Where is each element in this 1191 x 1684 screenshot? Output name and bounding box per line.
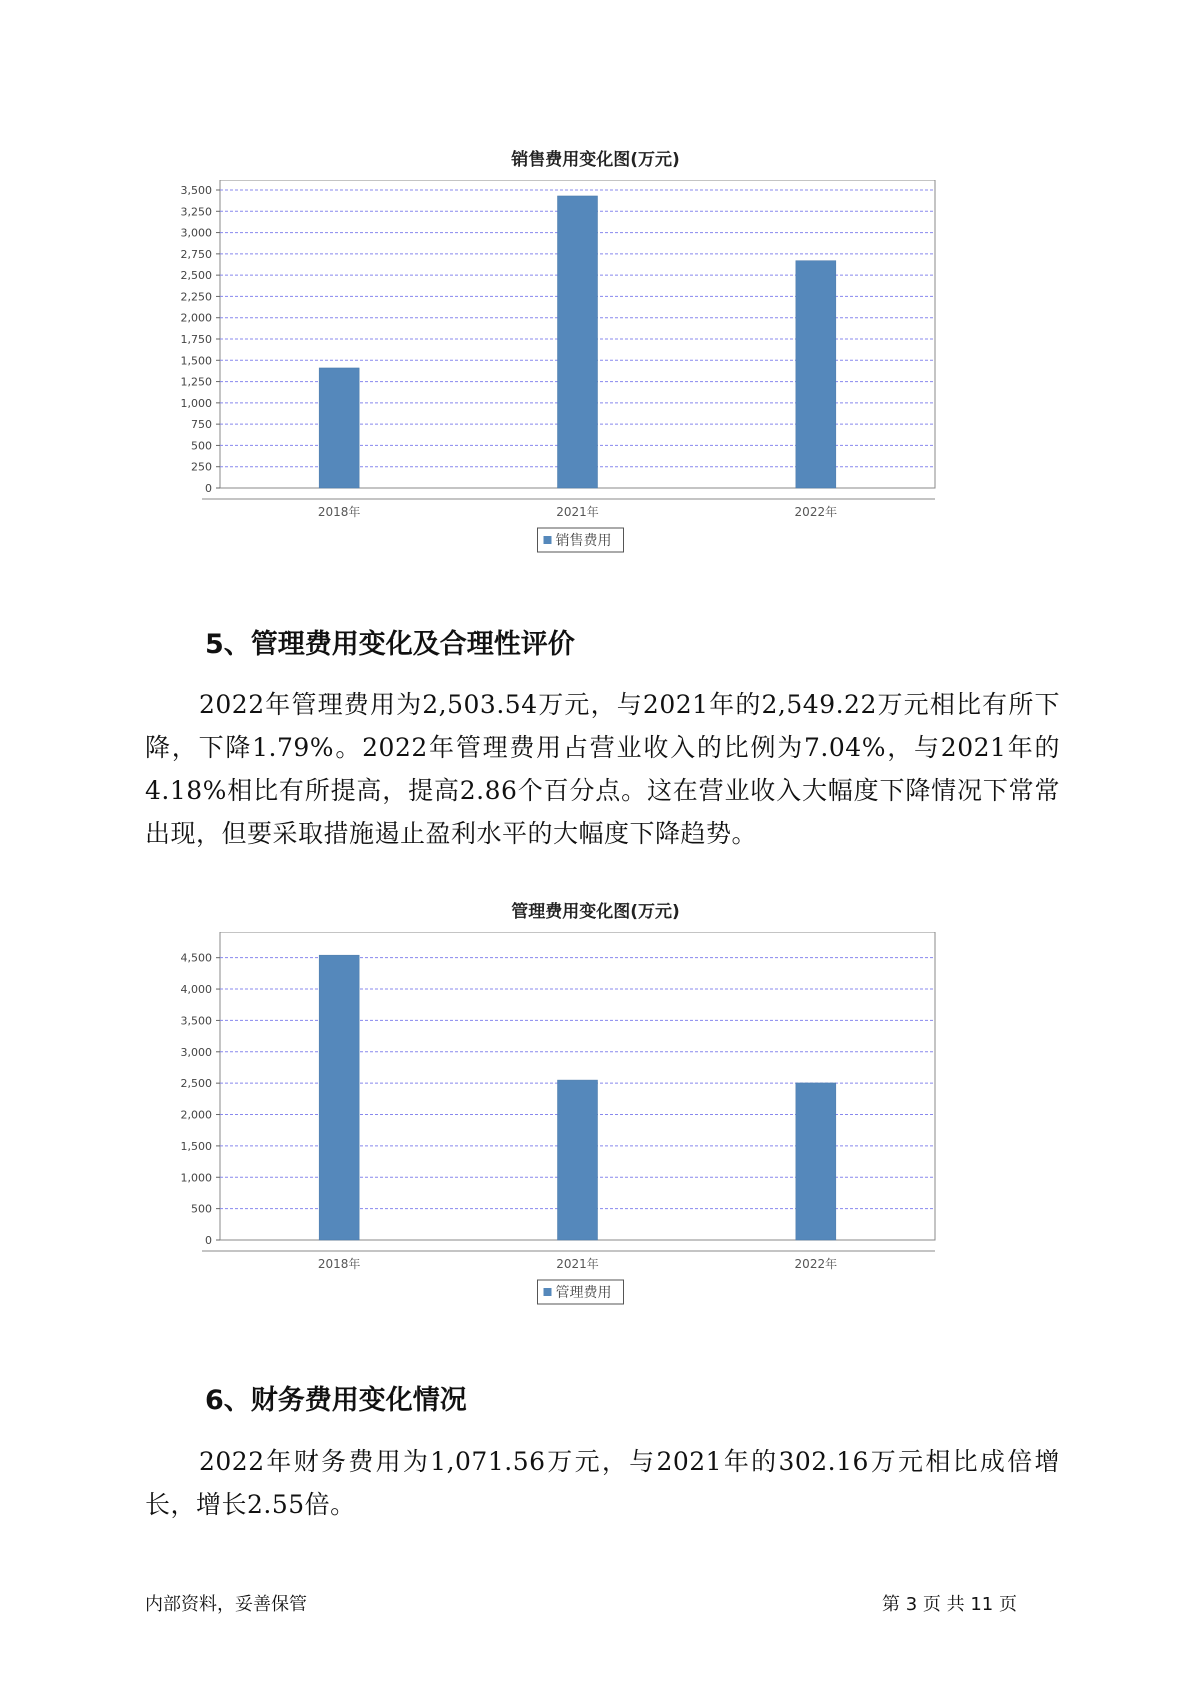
y-tick-label: 500 — [191, 439, 212, 453]
y-tick-label: 1,750 — [180, 333, 212, 346]
x-tick-label: 2022年 — [794, 505, 838, 519]
legend-swatch — [544, 536, 552, 544]
y-tick-label: 4,000 — [180, 983, 212, 997]
y-tick-label: 3,000 — [180, 1045, 212, 1059]
y-tick-label: 1,500 — [180, 354, 212, 368]
y-tick-label: 1,500 — [180, 1139, 212, 1153]
admin-expense-chart — [150, 932, 1030, 1342]
legend-swatch — [544, 1288, 552, 1296]
y-tick-label: 500 — [191, 1202, 212, 1216]
section-heading-6: 6、财务费用变化情况 — [205, 1385, 467, 1416]
bar — [558, 196, 598, 488]
paragraph-finance-expense: 2022年财务费用为1,071.56万元，与2021年的302.16万元相比成倍增长，增长2.55倍。 — [145, 1447, 1060, 1519]
legend-label: 销售费用 — [555, 533, 612, 549]
y-tick-label: 3,500 — [180, 1014, 212, 1028]
admin-chart-title: 管理费用变化图(万元) — [511, 902, 680, 922]
footer-confidential-note: 内部资料，妥善保管 — [145, 1594, 307, 1615]
x-tick-label: 2018年 — [317, 505, 361, 519]
y-tick-label: 2,000 — [180, 311, 212, 325]
bar — [558, 1080, 598, 1240]
bar — [319, 955, 359, 1240]
y-tick-label: 750 — [191, 418, 212, 432]
x-tick-label: 2018年 — [317, 1257, 361, 1271]
sales-expense-chart — [150, 180, 1030, 590]
bar — [319, 368, 359, 488]
bar — [796, 1083, 836, 1240]
y-tick-label: 2,000 — [180, 1108, 212, 1122]
y-tick-label: 3,000 — [180, 226, 212, 240]
y-tick-label: 3,250 — [180, 205, 212, 219]
footer-page-number: 第 3 页 共 11 页 — [882, 1594, 1017, 1615]
y-tick-label: 2,500 — [180, 1077, 212, 1091]
x-tick-label: 2022年 — [794, 1257, 838, 1271]
paragraph-admin-expense: 2022年管理费用为2,503.54万元，与2021年的2,549.22万元相比有所下降，下降1.79%。2022年管理费用占营业收入的比例为7.04%，与2021年的4.18%相比有所提高，提高2.86个百分点。这在营业收入大幅度下降情况下常常出现，但要采取措施遏止盈利水平的大幅度下降趋势。 — [145, 690, 1060, 848]
x-tick-label: 2021年 — [556, 505, 599, 519]
section-heading-5: 5、管理费用变化及合理性评价 — [205, 629, 575, 660]
y-tick-label: 2,750 — [180, 247, 212, 261]
y-tick-label: 250 — [191, 460, 212, 474]
y-tick-label: 3,500 — [180, 184, 212, 197]
bar — [796, 261, 836, 488]
y-tick-label: 2,500 — [180, 269, 212, 283]
y-tick-label: 1,000 — [180, 1171, 212, 1185]
x-tick-label: 2021年 — [556, 1257, 599, 1271]
sales-chart-title: 销售费用变化图(万元) — [511, 150, 680, 170]
y-tick-label: 1,250 — [180, 375, 212, 389]
y-tick-label: 0 — [205, 482, 212, 495]
y-tick-label: 2,250 — [180, 290, 212, 304]
legend-label: 管理费用 — [555, 1285, 612, 1301]
y-tick-label: 1,000 — [180, 396, 212, 410]
y-tick-label: 4,500 — [180, 951, 212, 965]
y-tick-label: 0 — [205, 1234, 212, 1247]
